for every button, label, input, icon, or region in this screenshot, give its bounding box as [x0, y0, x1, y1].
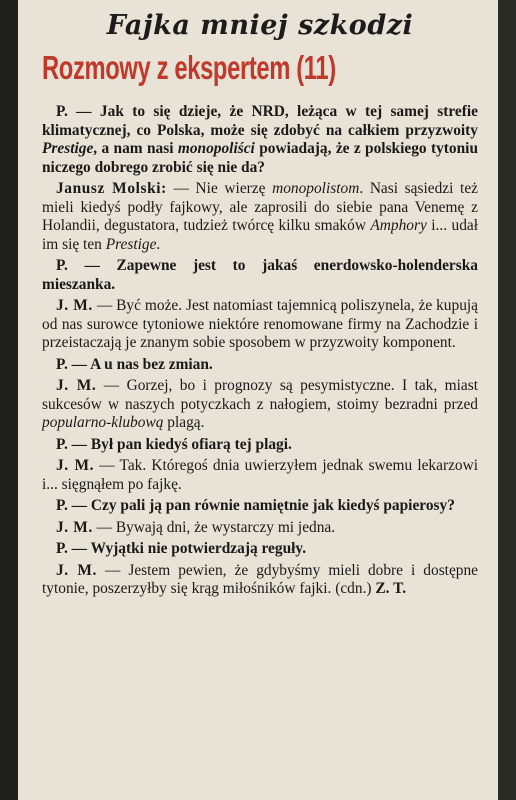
interview-question [42, 103, 478, 177]
text-run: plagą. [163, 414, 205, 431]
interview-question [42, 497, 478, 516]
text-run: — Nie wierzę [166, 180, 273, 197]
emphasized-text: Amphory [370, 217, 427, 234]
text-run: P. — Wyjątki nie potwierdzają reguły. [56, 540, 307, 557]
text-run: P. — A u nas bez zmian. [56, 355, 213, 373]
page-edge-right [498, 0, 516, 800]
text-run: P. — Zapewne jest to jakaś enerdowsko-holenderska mieszanka. [42, 257, 478, 293]
interview-answer [42, 562, 478, 599]
emphasized-text: popularno-klubową [42, 414, 164, 431]
speaker-name: J. M. [56, 297, 93, 314]
interview-answer [42, 519, 478, 538]
interview-answer [42, 457, 478, 494]
text-run: P. — Był pan kiedyś ofiarą tej plagi. [56, 435, 292, 453]
text-run: i... udał im się ten [42, 217, 479, 253]
text-run: — Być może. Jest natomiast tajemnicą poliszynela, że kupują od nas surowce tytoniowe niektóre renomowane firmy na Zachodzie i przeistaczają je znanym sobie sposobem w przyzwoity komponent. [42, 297, 478, 351]
article-body [42, 103, 478, 599]
author-signature: Z. T. [375, 580, 407, 597]
speaker-name: Janusz Molski: [56, 180, 167, 197]
interview-answer [42, 297, 478, 353]
text-run: P. — Jak to się dzieje, że NRD, leżąca w tej samej strefie klimatycznej, co Polska, może się zdobyć na całkiem przyzwoity [42, 103, 478, 139]
interview-question [42, 436, 478, 455]
text-run: — Bywają dni, że wystarczy mi jedna. [92, 518, 336, 536]
article-subtitle: Rozmowy z ekspertem (11) [42, 49, 336, 86]
page-edge-left [0, 0, 18, 800]
interview-question [42, 257, 478, 294]
text-run: — Gorzej, bo i prognozy są pesymistyczne. I tak, miast sukcesów w naszych potyczkach z nałogiem, stoimy bezradni przed [42, 377, 479, 413]
emphasized-text: Prestige [42, 140, 94, 157]
text-run: powiadają, że z polskiego tytoniu niczego dobrego zrobić się nie da? [42, 140, 479, 176]
article-title: Fajka mniej szkodzi [106, 10, 414, 41]
interview-answer [42, 180, 478, 254]
text-run: , a nam nasi [93, 140, 178, 157]
text-run: . Nasi sąsiedzi też mieli kiedyś podły fajkowy, ale zaprosili do siebie pana Venemę z Holandii, degustatora, tudzież twórcę kilku smaków [42, 180, 478, 234]
speaker-name: J. M. [56, 377, 97, 394]
speaker-name: J. M. [56, 561, 97, 579]
interview-question [42, 540, 478, 559]
speaker-name: J. M. [56, 457, 95, 474]
speaker-name: J. M. [56, 518, 93, 536]
text-run: . [156, 235, 161, 253]
emphasized-text: monopoliści [177, 140, 255, 157]
emphasized-text: monopolistom [272, 180, 360, 197]
text-run: — Tak. Któregoś dnia uwierzyłem jednak swemu lekarzowi i... sięgnąłem po fajkę. [42, 457, 478, 493]
text-run: P. — Czy pali ją pan równie namiętnie jak kiedyś papierosy? [56, 497, 455, 514]
interview-question [42, 356, 478, 375]
emphasized-text: Prestige [105, 235, 157, 253]
newspaper-clipping [18, 0, 498, 800]
text-run: — Jestem pewien, że gdybyśmy mieli dobre i dostępne tytonie, poszerzyłby się krąg miłośników fajki. (cdn.) [42, 561, 479, 597]
interview-answer [42, 377, 478, 433]
